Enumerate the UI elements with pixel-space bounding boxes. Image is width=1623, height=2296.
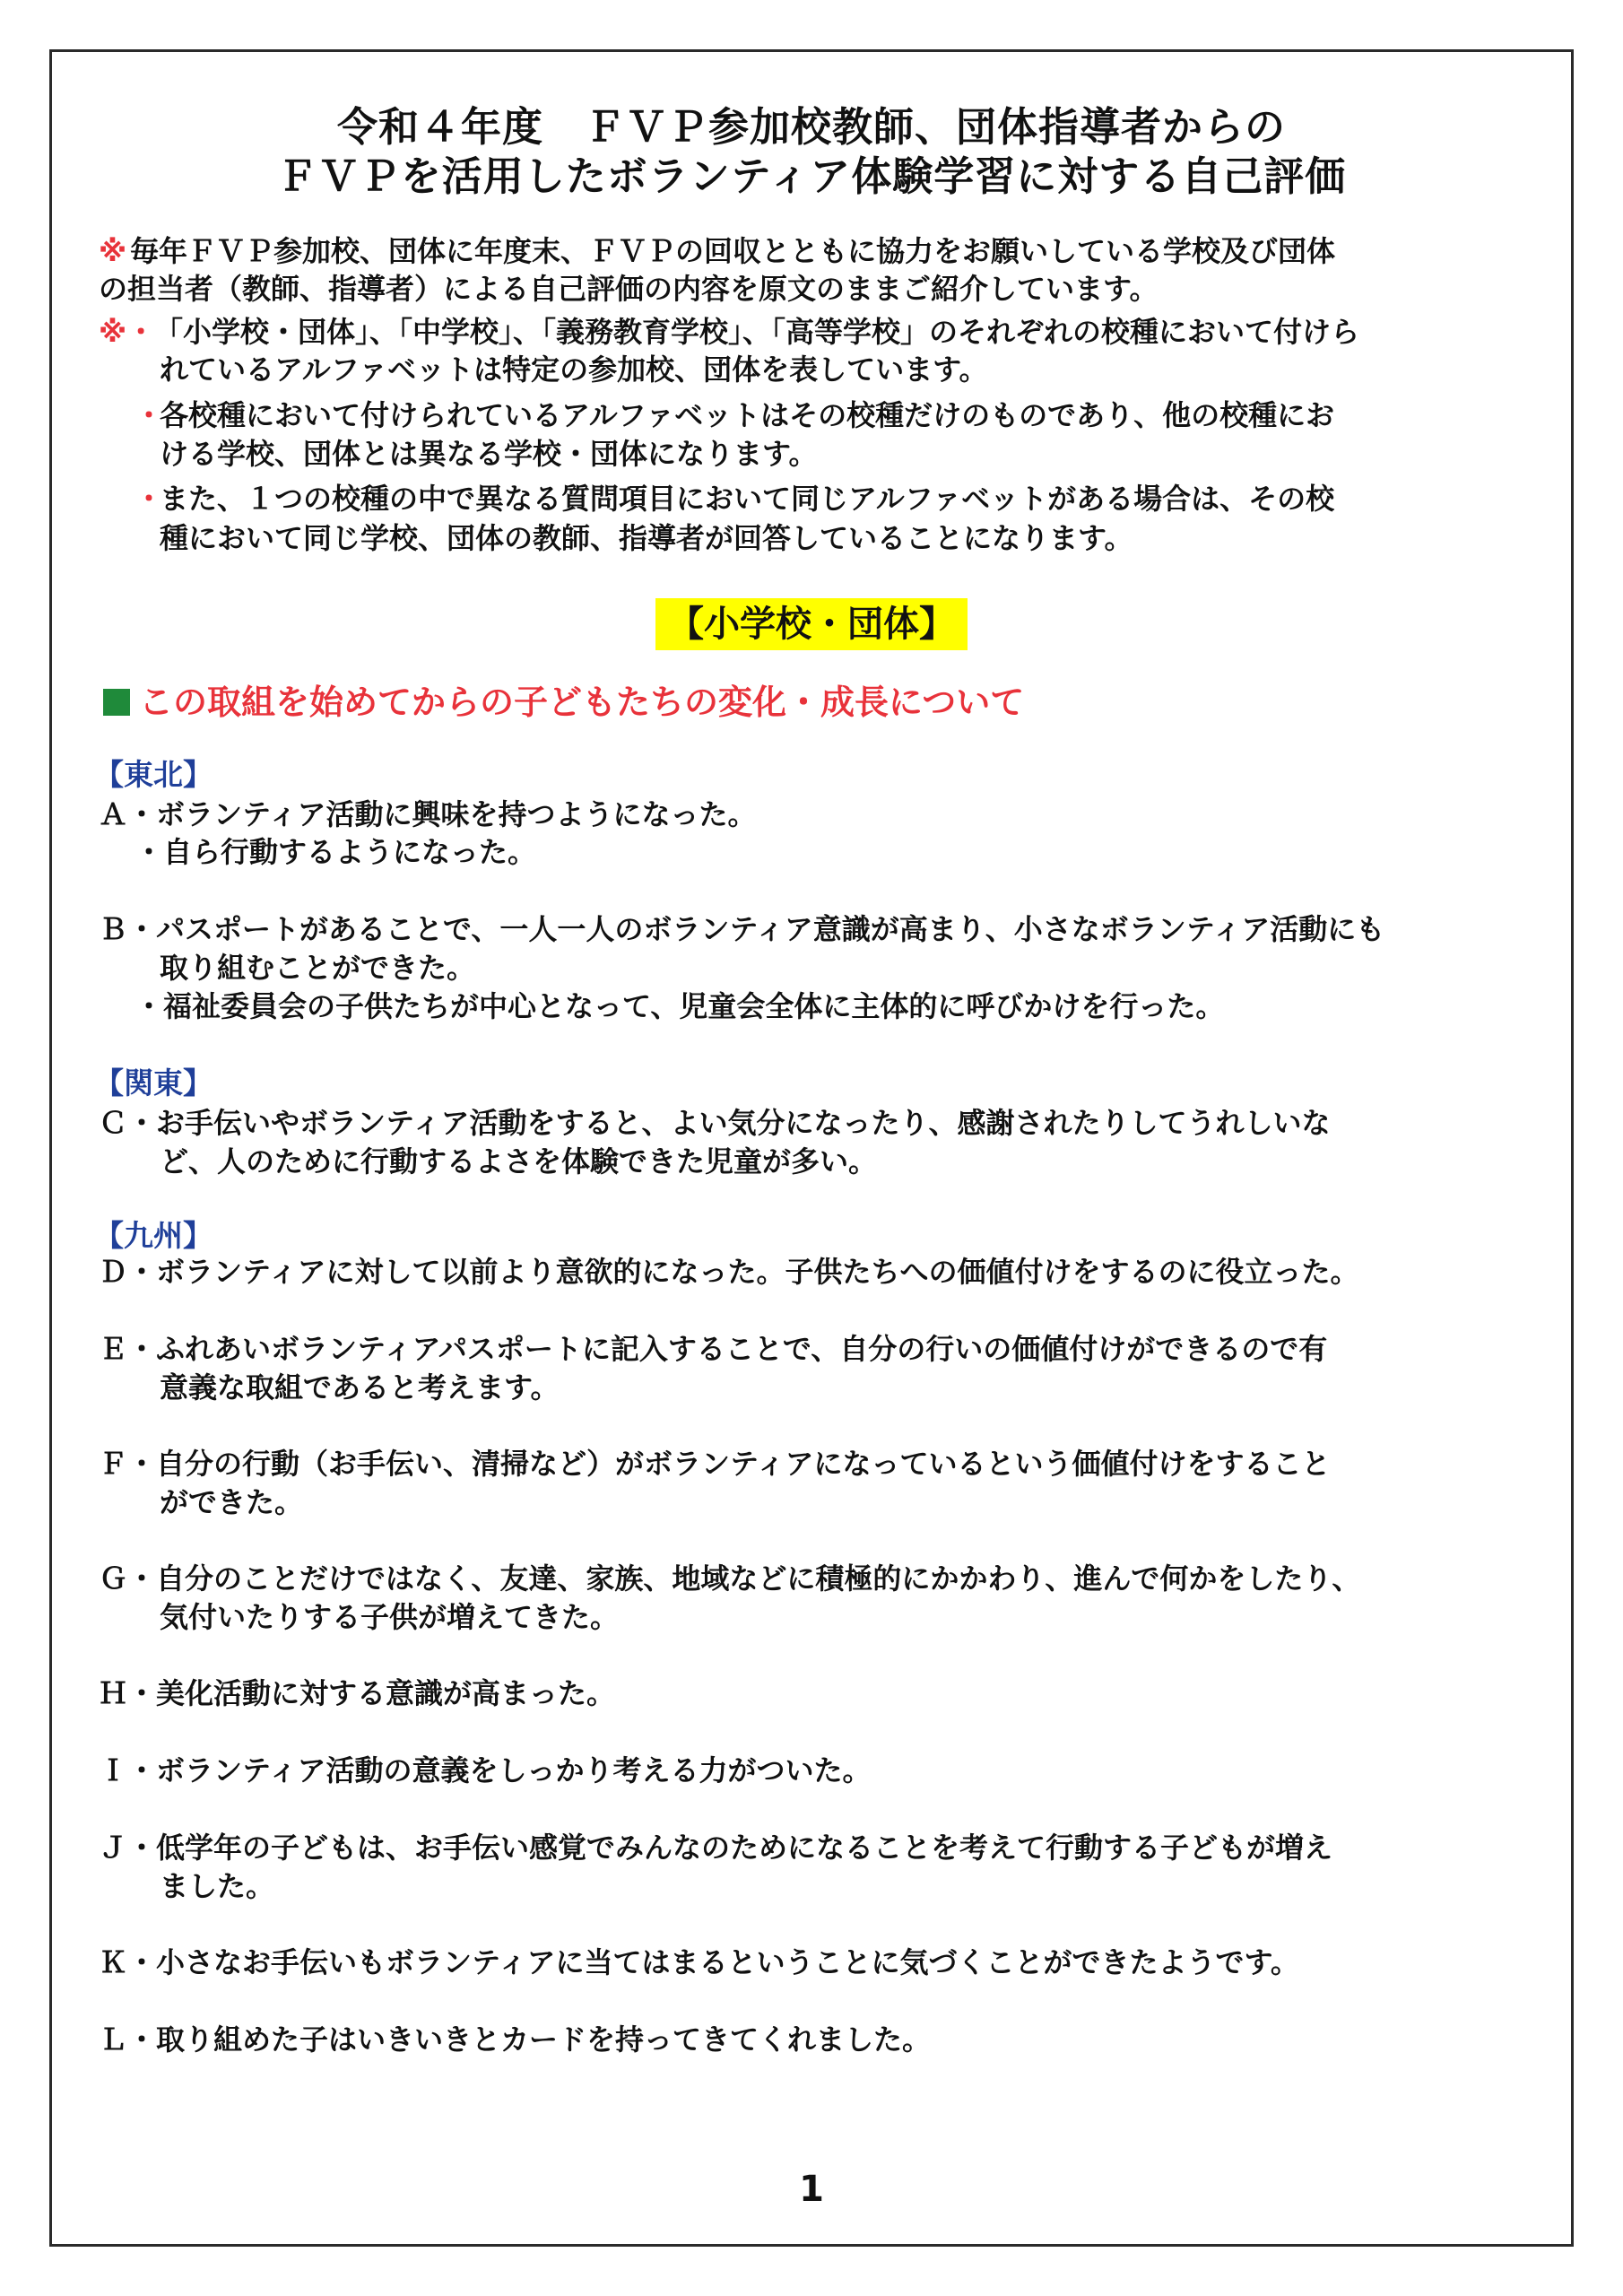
note-text: の担当者（教師、指導者）による自己評価の内容を原文のままご紹介しています。 — [99, 272, 1159, 306]
list-item: 取り組むことができた。 — [160, 951, 476, 985]
list-item: ど、人のために行動するよさを体験できた児童が多い。 — [160, 1144, 878, 1178]
document-title-line2: ＦＶＰを活用したボランティア体験学習に対する自己評価 — [276, 152, 1347, 200]
list-item: Ｃ・お手伝いやボランティア活動をすると、よい気分になったり、感謝されたりしてうれしいな — [99, 1106, 1331, 1140]
list-item: ・福祉委員会の子供たちが中心となって、児童会全体に主体的に呼びかけを行った。 — [135, 989, 1225, 1023]
page-number: 1 — [799, 2169, 824, 2210]
list-item: Ｋ・小さなお手伝いもボランティアに当てはまるということに気づくことができたようです。 — [99, 1945, 1299, 1979]
note-mark: ※・ — [99, 315, 156, 349]
list-item: Ａ・ボランティア活動に興味を持つようになった。 — [99, 797, 757, 831]
note-bullet: ・ — [135, 398, 164, 432]
note-text: ける学校、団体とは異なる学校・団体になります。 — [160, 437, 818, 471]
list-item: 意義な取組であると考えます。 — [160, 1370, 560, 1405]
list-item: ・自ら行動するようになった。 — [135, 835, 537, 869]
note-text: 毎年ＦＶＰ参加校、団体に年度末、ＦＶＰの回収とともに協力をお願いしている学校及び団体 — [130, 234, 1336, 268]
list-item: Ｄ・ボランティアに対して以前より意欲的になった。子供たちへの価値付けをするのに役立った。 — [99, 1255, 1359, 1289]
list-item: ができた。 — [160, 1485, 304, 1519]
list-item: Ｆ・自分の行動（お手伝い、清掃など）がボランティアになっているという価値付けをすること — [99, 1447, 1331, 1481]
green-square-icon — [103, 689, 130, 716]
section-label — [0, 598, 1623, 652]
note-mark: ※ — [99, 234, 127, 268]
document-title-line1: 令和４年度 ＦＶＰ参加校教師、団体指導者からの — [336, 103, 1286, 151]
topic-heading-text: この取組を始めてからの子どもたちの変化・成長について — [139, 683, 1025, 722]
list-item: Ｊ・低学年の子どもは、お手伝い感覚でみんなのためになることを考えて行動する子どもが増え — [99, 1831, 1333, 1865]
list-item: Ｈ・美化活動に対する意識が高まった。 — [99, 1676, 616, 1710]
section-label-text: 【小学校・団体】 — [655, 598, 968, 650]
region-heading-tohoku: 【東北】 — [94, 757, 213, 792]
note-text: 「小学校・団体」、「中学校」、「義務教育学校」、「高等学校」のそれぞれの校種において付けら — [154, 315, 1360, 349]
list-item: 気付いたりする子供が増えてきた。 — [160, 1600, 620, 1634]
region-heading-kyushu: 【九州】 — [94, 1218, 213, 1253]
region-heading-kanto: 【関東】 — [94, 1065, 213, 1100]
list-item: Ｇ・自分のことだけではなく、友達、家族、地域などに積極的にかかわり、進んで何かをしたり、 — [99, 1561, 1361, 1596]
topic-heading — [103, 674, 1024, 724]
note-text: れているアルファベットは特定の参加校、団体を表しています。 — [160, 352, 988, 387]
list-item: Ｌ・取り組めた子はいきいきとカードを持ってきてくれました。 — [99, 2022, 932, 2057]
list-item: ました。 — [160, 1869, 275, 1903]
note-text: 種において同じ学校、団体の教師、指導者が回答していることになります。 — [160, 521, 1133, 555]
note-bullet: ・ — [135, 482, 164, 516]
note-text: 各校種において付けられているアルファベットはその校種だけのものであり、他の校種にお — [160, 398, 1335, 432]
note-text: また、１つの校種の中で異なる質問項目において同じアルファベットがある場合は、その校 — [160, 482, 1335, 516]
list-item: Ｅ・ふれあいボランティアパスポートに記入することで、自分の行いの価値付けができるので有 — [99, 1332, 1328, 1366]
list-item: Ｂ・パスポートがあることで、一人一人のボランティア意識が高まり、小さなボランティア活動にも — [99, 912, 1385, 946]
list-item: Ｉ・ボランティア活動の意義をしっかり考える力がついた。 — [99, 1753, 872, 1787]
